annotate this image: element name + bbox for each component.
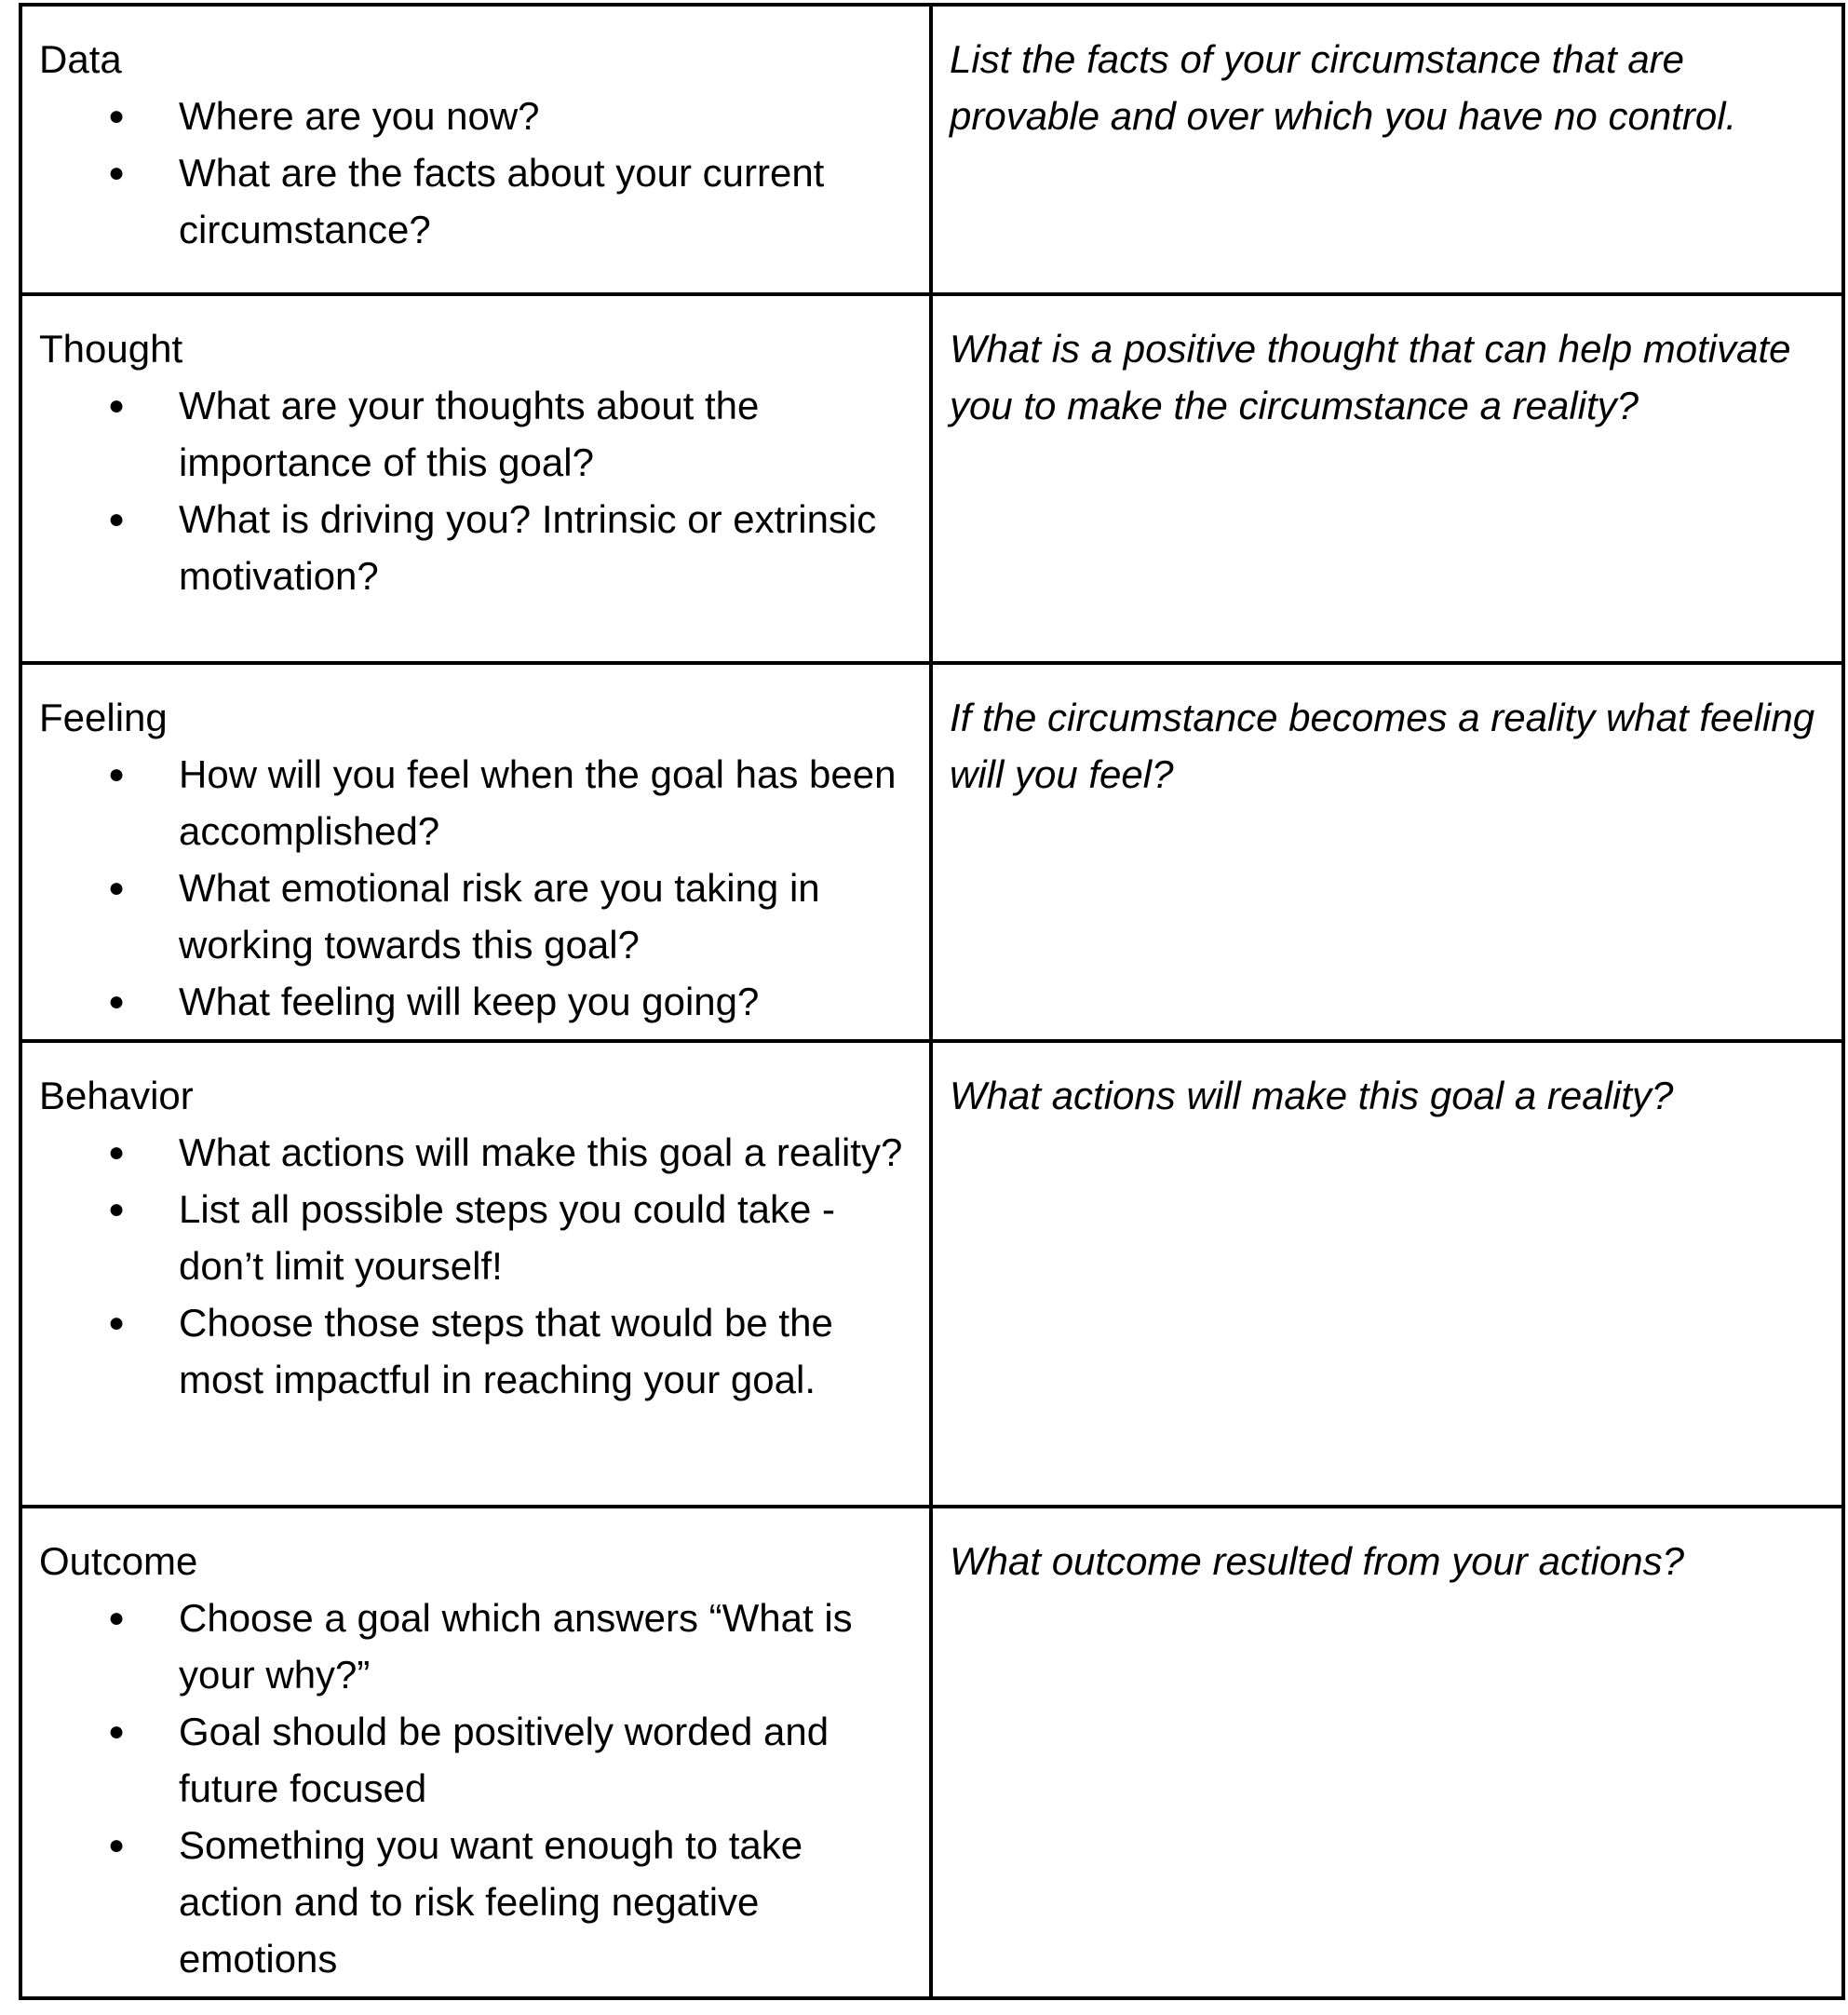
bullet-item: ● Choose a goal which answers “What is your why?”	[179, 1589, 912, 1703]
bullet-item: ● Choose those steps that would be the most impactful in reaching your goal.	[179, 1294, 912, 1408]
feeling-heading: Feeling	[39, 696, 168, 739]
feeling-bullet-list	[39, 746, 912, 1030]
thought-bullet-list	[39, 377, 912, 604]
behavior-bullet-list	[39, 1124, 912, 1408]
data-heading: Data	[39, 37, 122, 81]
data-bullet-list	[39, 88, 912, 258]
feeling-guidance-cell	[20, 663, 931, 1041]
behavior-prompt: What actions will make this goal a reality?	[950, 1074, 1674, 1117]
bullet-item: ● Goal should be positively worded and future focused	[179, 1703, 912, 1817]
outcome-guidance-cell	[20, 1507, 931, 1998]
thought-heading: Thought	[39, 327, 183, 371]
bullet-item: ● List all possible steps you could take - don’t limit yourself!	[179, 1181, 912, 1294]
behavior-prompt-cell[interactable]	[931, 1041, 1843, 1507]
feeling-prompt: If the circumstance becomes a reality what feeling will you feel?	[950, 696, 1815, 796]
data-guidance-cell	[20, 5, 931, 294]
bullet-item: ● What are the facts about your current circumstance?	[179, 144, 912, 258]
bullet-item: ● What is driving you? Intrinsic or extrinsic motivation?	[179, 491, 912, 604]
outcome-heading: Outcome	[39, 1539, 198, 1583]
row-data	[20, 5, 1843, 294]
bullet-item: ● What emotional risk are you taking in working towards this goal?	[179, 859, 912, 973]
thought-prompt: What is a positive thought that can help motivate you to make the circumstance a reality?	[950, 327, 1791, 427]
bullet-item: ● What are your thoughts about the importance of this goal?	[179, 377, 912, 491]
bullet-item: ● Where are you now?	[179, 88, 912, 144]
outcome-prompt-cell[interactable]	[931, 1507, 1843, 1998]
row-behavior	[20, 1041, 1843, 1507]
row-feeling	[20, 663, 1843, 1041]
worksheet-table	[19, 3, 1845, 2000]
data-prompt: List the facts of your circumstance that are provable and over which you have no control.	[950, 37, 1737, 138]
outcome-prompt: What outcome resulted from your actions?	[950, 1539, 1685, 1583]
bullet-item: ● What feeling will keep you going?	[179, 973, 912, 1030]
bullet-item: ● What actions will make this goal a reality?	[179, 1124, 912, 1181]
thought-guidance-cell	[20, 294, 931, 663]
bullet-item: ● Something you want enough to take action and to risk feeling negative emotions	[179, 1817, 912, 1987]
bullet-item: ● How will you feel when the goal has been accomplished?	[179, 746, 912, 859]
behavior-heading: Behavior	[39, 1074, 194, 1117]
outcome-bullet-list	[39, 1589, 912, 1987]
behavior-guidance-cell	[20, 1041, 931, 1507]
row-thought	[20, 294, 1843, 663]
thought-prompt-cell[interactable]	[931, 294, 1843, 663]
data-prompt-cell[interactable]	[931, 5, 1843, 294]
feeling-prompt-cell[interactable]	[931, 663, 1843, 1041]
row-outcome	[20, 1507, 1843, 1998]
